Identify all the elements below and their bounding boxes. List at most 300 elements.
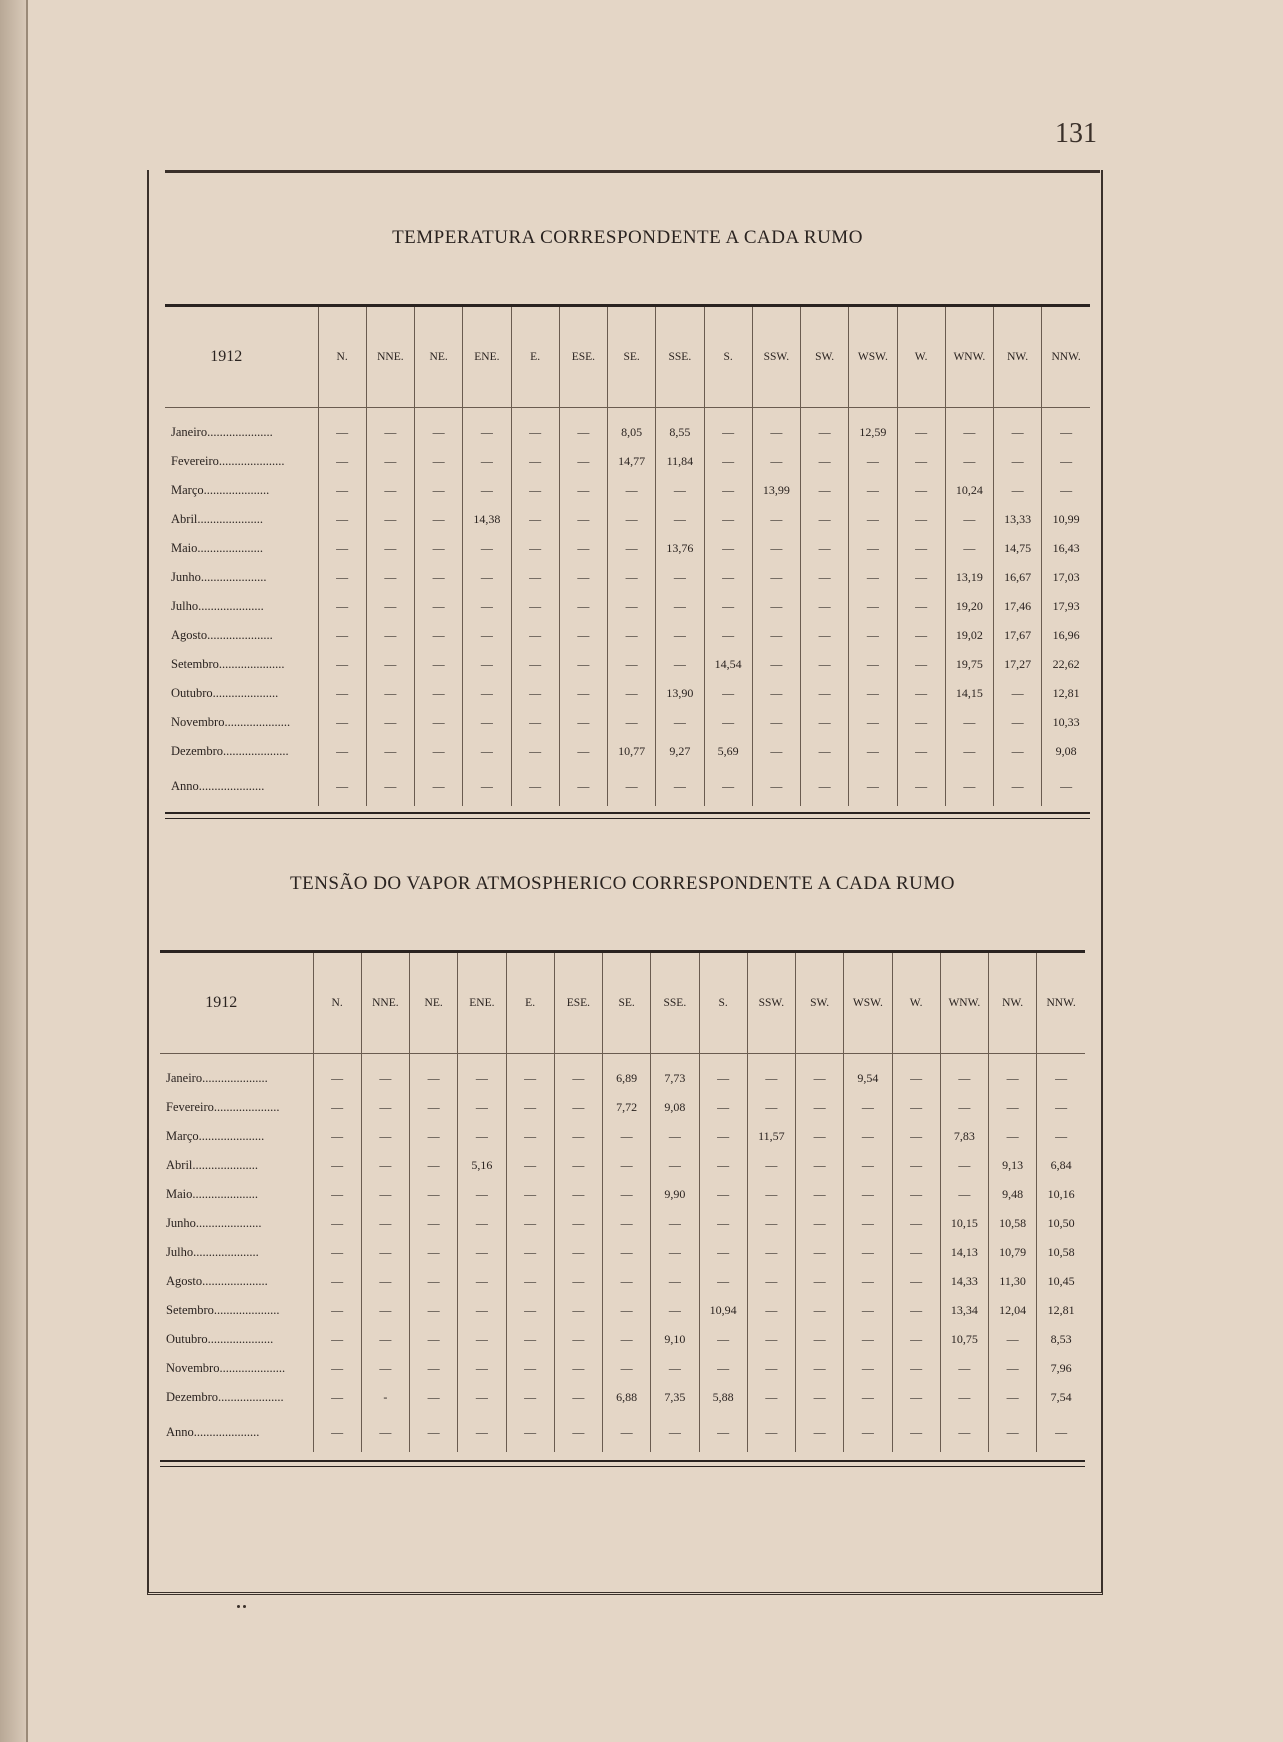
table-cell: — bbox=[458, 1296, 506, 1325]
table-cell: — bbox=[656, 563, 704, 592]
month-label: Junho..................... bbox=[171, 570, 267, 584]
table-cell: — bbox=[699, 1238, 747, 1267]
table-cell: — bbox=[897, 650, 945, 679]
table-cell: — bbox=[801, 563, 849, 592]
table-cell: 10,77 bbox=[608, 737, 656, 766]
table-cell: — bbox=[892, 1354, 940, 1383]
table-cell: — bbox=[410, 1093, 458, 1122]
table-cell: — bbox=[603, 1296, 651, 1325]
table-cell: — bbox=[554, 1122, 602, 1151]
table-cell: — bbox=[458, 1354, 506, 1383]
table-cell: — bbox=[415, 476, 463, 505]
table-cell: — bbox=[801, 534, 849, 563]
table-cell: — bbox=[752, 534, 800, 563]
table-cell: 10,58 bbox=[989, 1209, 1037, 1238]
table-cell: 10,58 bbox=[1037, 1238, 1085, 1267]
table-cell: 7,73 bbox=[651, 1064, 699, 1093]
table-cell: — bbox=[313, 1122, 361, 1151]
table-cell: — bbox=[849, 447, 897, 476]
table-cell: — bbox=[463, 476, 511, 505]
table-cell: 6,89 bbox=[603, 1064, 651, 1093]
table-cell: — bbox=[892, 1180, 940, 1209]
table-cell: — bbox=[506, 1267, 554, 1296]
table-cell: — bbox=[796, 1064, 844, 1093]
table-cell: 17,27 bbox=[994, 650, 1042, 679]
table-cell: — bbox=[699, 1180, 747, 1209]
column-header: SSW. bbox=[747, 953, 795, 1054]
table-cell: — bbox=[752, 737, 800, 766]
table-cell: — bbox=[656, 621, 704, 650]
table-cell: — bbox=[318, 476, 366, 505]
table-cell: 5,69 bbox=[704, 737, 752, 766]
table-cell: — bbox=[801, 621, 849, 650]
table-cell: — bbox=[897, 418, 945, 447]
table-cell: — bbox=[801, 418, 849, 447]
table-cell: — bbox=[945, 505, 993, 534]
table-cell: 10,33 bbox=[1042, 708, 1090, 737]
table-cell: 11,30 bbox=[989, 1267, 1037, 1296]
table-cell: — bbox=[892, 1093, 940, 1122]
table-cell: — bbox=[796, 1180, 844, 1209]
table-cell: — bbox=[361, 1064, 409, 1093]
month-label: Setembro..................... bbox=[166, 1303, 280, 1317]
table-cell: — bbox=[559, 505, 607, 534]
table-cell: 12,81 bbox=[1042, 679, 1090, 708]
table-cell: — bbox=[897, 447, 945, 476]
column-header: WNW. bbox=[940, 953, 988, 1054]
table-cell: 19,75 bbox=[945, 650, 993, 679]
table-cell: — bbox=[506, 1383, 554, 1412]
table-cell: — bbox=[796, 1093, 844, 1122]
table-cell: — bbox=[415, 708, 463, 737]
table-cell: 7,54 bbox=[1037, 1383, 1085, 1412]
table-row bbox=[165, 418, 1090, 447]
table-cell: — bbox=[318, 621, 366, 650]
table-cell: — bbox=[699, 1064, 747, 1093]
table-cell: — bbox=[844, 1122, 892, 1151]
table-cell: 11,57 bbox=[747, 1122, 795, 1151]
table-cell: — bbox=[897, 708, 945, 737]
table-cell: — bbox=[559, 476, 607, 505]
table-cell: — bbox=[945, 534, 993, 563]
table-cell: — bbox=[752, 447, 800, 476]
table-cell: — bbox=[1042, 476, 1090, 505]
table-cell: — bbox=[801, 737, 849, 766]
table-cell: — bbox=[796, 1383, 844, 1412]
table-cell: — bbox=[313, 1383, 361, 1412]
table-cell: — bbox=[699, 1267, 747, 1296]
table-row bbox=[165, 505, 1090, 534]
table-cell: — bbox=[752, 592, 800, 621]
table-cell: — bbox=[752, 563, 800, 592]
column-header: E. bbox=[511, 307, 559, 408]
table-cell: — bbox=[361, 1238, 409, 1267]
table-cell: — bbox=[608, 679, 656, 708]
month-label: Maio..................... bbox=[171, 541, 264, 555]
table-cell: — bbox=[318, 563, 366, 592]
table-cell: — bbox=[506, 1064, 554, 1093]
year-header: 1912 bbox=[165, 307, 318, 408]
table-cell: — bbox=[506, 1325, 554, 1354]
table-cell: — bbox=[506, 1412, 554, 1452]
table-cell: — bbox=[318, 447, 366, 476]
table-cell: — bbox=[511, 737, 559, 766]
table-cell: — bbox=[366, 737, 414, 766]
table-cell: 16,43 bbox=[1042, 534, 1090, 563]
table-cell: — bbox=[463, 679, 511, 708]
table-cell: — bbox=[747, 1093, 795, 1122]
table-row bbox=[160, 1122, 1085, 1151]
table-cell: — bbox=[844, 1180, 892, 1209]
table-cell: — bbox=[940, 1354, 988, 1383]
year-header: 1912 bbox=[160, 953, 313, 1054]
column-header: ENE. bbox=[463, 307, 511, 408]
month-label: Março..................... bbox=[166, 1129, 265, 1143]
anno-row bbox=[165, 766, 1090, 806]
table-cell: - bbox=[361, 1383, 409, 1412]
table-cell: — bbox=[415, 534, 463, 563]
table-cell: — bbox=[704, 534, 752, 563]
anno-label: Anno..................... bbox=[171, 778, 265, 793]
table-row bbox=[160, 1151, 1085, 1180]
table-cell: — bbox=[849, 621, 897, 650]
table-cell: — bbox=[897, 621, 945, 650]
table-row bbox=[160, 1064, 1085, 1093]
table-cell: — bbox=[897, 737, 945, 766]
table-cell: — bbox=[318, 679, 366, 708]
table-cell: 6,88 bbox=[603, 1383, 651, 1412]
table-cell: — bbox=[458, 1267, 506, 1296]
table-cell: — bbox=[511, 592, 559, 621]
column-header: ESE. bbox=[559, 307, 607, 408]
table-cell: — bbox=[559, 563, 607, 592]
table-cell: — bbox=[704, 766, 752, 806]
column-header: WNW. bbox=[945, 307, 993, 408]
table-cell: — bbox=[892, 1267, 940, 1296]
column-header: SSW. bbox=[752, 307, 800, 408]
table-cell: — bbox=[796, 1412, 844, 1452]
table-row bbox=[160, 1354, 1085, 1383]
table-cell: — bbox=[511, 621, 559, 650]
table-cell: — bbox=[994, 737, 1042, 766]
table-cell: 14,75 bbox=[994, 534, 1042, 563]
table-cell: — bbox=[699, 1412, 747, 1452]
table-cell: — bbox=[463, 708, 511, 737]
column-header: SE. bbox=[603, 953, 651, 1054]
table-cell: 9,13 bbox=[989, 1151, 1037, 1180]
table-cell: 10,99 bbox=[1042, 505, 1090, 534]
table-cell: — bbox=[511, 418, 559, 447]
table-cell: — bbox=[747, 1064, 795, 1093]
table-cell: — bbox=[849, 708, 897, 737]
table-cell: — bbox=[704, 476, 752, 505]
table-cell: — bbox=[506, 1238, 554, 1267]
table-cell: — bbox=[801, 447, 849, 476]
table-cell: 10,15 bbox=[940, 1209, 988, 1238]
table-cell: — bbox=[1037, 1412, 1085, 1452]
table-cell: — bbox=[608, 708, 656, 737]
table-cell: — bbox=[752, 621, 800, 650]
table-cell: — bbox=[747, 1325, 795, 1354]
table-cell: — bbox=[801, 679, 849, 708]
table-cell: — bbox=[945, 737, 993, 766]
table-cell: — bbox=[511, 708, 559, 737]
table-cell: — bbox=[796, 1151, 844, 1180]
table-cell: — bbox=[651, 1354, 699, 1383]
table-cell: — bbox=[410, 1180, 458, 1209]
table-cell: — bbox=[844, 1383, 892, 1412]
table-cell: 10,45 bbox=[1037, 1267, 1085, 1296]
table-cell: — bbox=[849, 679, 897, 708]
table-cell: — bbox=[608, 563, 656, 592]
table-cell: — bbox=[506, 1151, 554, 1180]
month-label: Setembro..................... bbox=[171, 657, 285, 671]
table-cell: — bbox=[313, 1238, 361, 1267]
table-cell: — bbox=[747, 1209, 795, 1238]
table-cell: 17,03 bbox=[1042, 563, 1090, 592]
table-cell: 14,33 bbox=[940, 1267, 988, 1296]
table-cell: — bbox=[940, 1383, 988, 1412]
table-cell: — bbox=[699, 1093, 747, 1122]
table-cell: — bbox=[318, 766, 366, 806]
table-cell: — bbox=[603, 1325, 651, 1354]
table-cell: — bbox=[463, 737, 511, 766]
table-cell: — bbox=[463, 766, 511, 806]
table-cell: — bbox=[849, 476, 897, 505]
table-cell: — bbox=[704, 708, 752, 737]
column-header: SSE. bbox=[651, 953, 699, 1054]
table-cell: — bbox=[849, 563, 897, 592]
temperatura-bottom-rule bbox=[165, 812, 1090, 819]
table-cell: — bbox=[844, 1412, 892, 1452]
table-cell: — bbox=[747, 1180, 795, 1209]
table-cell: — bbox=[559, 621, 607, 650]
table-cell: — bbox=[559, 592, 607, 621]
table-cell: — bbox=[415, 418, 463, 447]
table-cell: — bbox=[313, 1412, 361, 1452]
table-row bbox=[160, 1325, 1085, 1354]
table-cell: — bbox=[704, 418, 752, 447]
table-cell: — bbox=[415, 592, 463, 621]
table-cell: — bbox=[361, 1267, 409, 1296]
table-cell: 12,81 bbox=[1037, 1296, 1085, 1325]
column-header: SW. bbox=[801, 307, 849, 408]
table-cell: — bbox=[796, 1122, 844, 1151]
table-cell: — bbox=[656, 650, 704, 679]
table-cell: 13,19 bbox=[945, 563, 993, 592]
temperatura-section bbox=[165, 170, 1090, 820]
table-cell: 5,16 bbox=[458, 1151, 506, 1180]
table-cell: — bbox=[994, 708, 1042, 737]
table-cell: 16,67 bbox=[994, 563, 1042, 592]
table-cell: — bbox=[318, 592, 366, 621]
month-label: Outubro..................... bbox=[166, 1332, 274, 1346]
table-cell: — bbox=[752, 679, 800, 708]
table-cell: — bbox=[844, 1296, 892, 1325]
table-cell: — bbox=[511, 650, 559, 679]
table-cell: — bbox=[940, 1180, 988, 1209]
column-header: N. bbox=[318, 307, 366, 408]
column-header: NNE. bbox=[361, 953, 409, 1054]
table-cell: 14,38 bbox=[463, 505, 511, 534]
table-cell: — bbox=[458, 1238, 506, 1267]
table-cell: — bbox=[897, 563, 945, 592]
table-cell: 19,20 bbox=[945, 592, 993, 621]
table-cell: — bbox=[752, 708, 800, 737]
table-row bbox=[165, 534, 1090, 563]
table-cell: — bbox=[608, 476, 656, 505]
table-cell: — bbox=[511, 447, 559, 476]
month-label: Março..................... bbox=[171, 483, 270, 497]
column-header: N. bbox=[313, 953, 361, 1054]
table-cell: 8,53 bbox=[1037, 1325, 1085, 1354]
table-cell: — bbox=[554, 1180, 602, 1209]
table-cell: 9,54 bbox=[844, 1064, 892, 1093]
table-cell: — bbox=[603, 1238, 651, 1267]
table-cell: 6,84 bbox=[1037, 1151, 1085, 1180]
table-cell: — bbox=[458, 1325, 506, 1354]
table-cell: — bbox=[897, 534, 945, 563]
table-cell: 9,08 bbox=[651, 1093, 699, 1122]
table-cell: — bbox=[318, 418, 366, 447]
table-cell: — bbox=[410, 1151, 458, 1180]
table-cell: — bbox=[699, 1354, 747, 1383]
table-cell: — bbox=[463, 650, 511, 679]
table-cell: — bbox=[801, 592, 849, 621]
table-cell: — bbox=[361, 1180, 409, 1209]
column-header: WSW. bbox=[849, 307, 897, 408]
table-cell: — bbox=[361, 1412, 409, 1452]
table-cell: — bbox=[844, 1093, 892, 1122]
table-cell: — bbox=[463, 418, 511, 447]
table-row bbox=[160, 1238, 1085, 1267]
anno-row bbox=[160, 1412, 1085, 1452]
table-cell: — bbox=[747, 1238, 795, 1267]
table-cell: — bbox=[458, 1064, 506, 1093]
table-cell: — bbox=[747, 1267, 795, 1296]
table-cell: — bbox=[849, 534, 897, 563]
table-cell: — bbox=[699, 1122, 747, 1151]
table-cell: — bbox=[844, 1209, 892, 1238]
table-cell: — bbox=[361, 1093, 409, 1122]
month-label: Dezembro..................... bbox=[166, 1390, 284, 1404]
table-cell: — bbox=[410, 1354, 458, 1383]
table-cell: — bbox=[801, 766, 849, 806]
table-cell: — bbox=[844, 1354, 892, 1383]
column-header: NNE. bbox=[366, 307, 414, 408]
table-cell: — bbox=[796, 1238, 844, 1267]
month-label: Maio..................... bbox=[166, 1187, 259, 1201]
table-cell: — bbox=[989, 1064, 1037, 1093]
table-cell: — bbox=[1042, 418, 1090, 447]
table-cell: — bbox=[511, 534, 559, 563]
table-cell: — bbox=[313, 1180, 361, 1209]
anno-label: Anno..................... bbox=[166, 1424, 260, 1439]
column-header: NW. bbox=[989, 953, 1037, 1054]
table-cell: 13,90 bbox=[656, 679, 704, 708]
table-cell: — bbox=[559, 679, 607, 708]
table-cell: — bbox=[511, 476, 559, 505]
table-cell: — bbox=[892, 1412, 940, 1452]
table-cell: — bbox=[704, 679, 752, 708]
table-cell: 13,33 bbox=[994, 505, 1042, 534]
month-label: Julho..................... bbox=[166, 1245, 259, 1259]
table-cell: — bbox=[559, 708, 607, 737]
page-speck bbox=[237, 1605, 240, 1608]
table-cell: — bbox=[940, 1064, 988, 1093]
table-cell: — bbox=[989, 1325, 1037, 1354]
table-cell: — bbox=[747, 1296, 795, 1325]
table-cell: — bbox=[361, 1325, 409, 1354]
table-cell: — bbox=[410, 1296, 458, 1325]
table-cell: — bbox=[511, 505, 559, 534]
table-cell: 9,10 bbox=[651, 1325, 699, 1354]
table-cell: — bbox=[415, 621, 463, 650]
table-row bbox=[160, 1296, 1085, 1325]
table-cell: — bbox=[747, 1151, 795, 1180]
table-cell: — bbox=[608, 505, 656, 534]
table-cell: — bbox=[603, 1354, 651, 1383]
table-cell: — bbox=[559, 447, 607, 476]
table-cell: — bbox=[463, 447, 511, 476]
table-cell: — bbox=[361, 1354, 409, 1383]
table-cell: — bbox=[747, 1412, 795, 1452]
table-cell: — bbox=[796, 1325, 844, 1354]
table-cell: — bbox=[559, 766, 607, 806]
table-cell: 9,90 bbox=[651, 1180, 699, 1209]
table-cell: — bbox=[415, 447, 463, 476]
table-cell: — bbox=[940, 1151, 988, 1180]
table-row bbox=[165, 563, 1090, 592]
table-cell: — bbox=[554, 1238, 602, 1267]
table-cell: — bbox=[656, 708, 704, 737]
tensao-section bbox=[160, 820, 1085, 1470]
column-header: NNW. bbox=[1037, 953, 1085, 1054]
month-label: Outubro..................... bbox=[171, 686, 279, 700]
table-cell: — bbox=[463, 563, 511, 592]
table-cell: — bbox=[554, 1267, 602, 1296]
table-cell: — bbox=[318, 505, 366, 534]
table-cell: — bbox=[361, 1296, 409, 1325]
table-cell: — bbox=[366, 766, 414, 806]
table-cell: — bbox=[801, 708, 849, 737]
table-cell: — bbox=[699, 1325, 747, 1354]
table-cell: — bbox=[366, 708, 414, 737]
table-cell: — bbox=[366, 592, 414, 621]
table-cell: 17,67 bbox=[994, 621, 1042, 650]
table-cell: — bbox=[458, 1383, 506, 1412]
column-header: SE. bbox=[608, 307, 656, 408]
table-cell: — bbox=[994, 418, 1042, 447]
table-cell: — bbox=[554, 1412, 602, 1452]
table-cell: — bbox=[747, 1354, 795, 1383]
table-cell: — bbox=[892, 1238, 940, 1267]
table-cell: — bbox=[603, 1412, 651, 1452]
table-cell: — bbox=[506, 1093, 554, 1122]
table-cell: — bbox=[554, 1151, 602, 1180]
table-cell: — bbox=[366, 650, 414, 679]
table-cell: — bbox=[892, 1325, 940, 1354]
table-cell: — bbox=[994, 476, 1042, 505]
table-cell: — bbox=[458, 1122, 506, 1151]
table-cell: — bbox=[463, 592, 511, 621]
table-cell: — bbox=[366, 476, 414, 505]
column-header: WSW. bbox=[844, 953, 892, 1054]
table-cell: — bbox=[844, 1267, 892, 1296]
table-cell: — bbox=[796, 1267, 844, 1296]
table-cell: — bbox=[366, 563, 414, 592]
table-cell: — bbox=[313, 1064, 361, 1093]
